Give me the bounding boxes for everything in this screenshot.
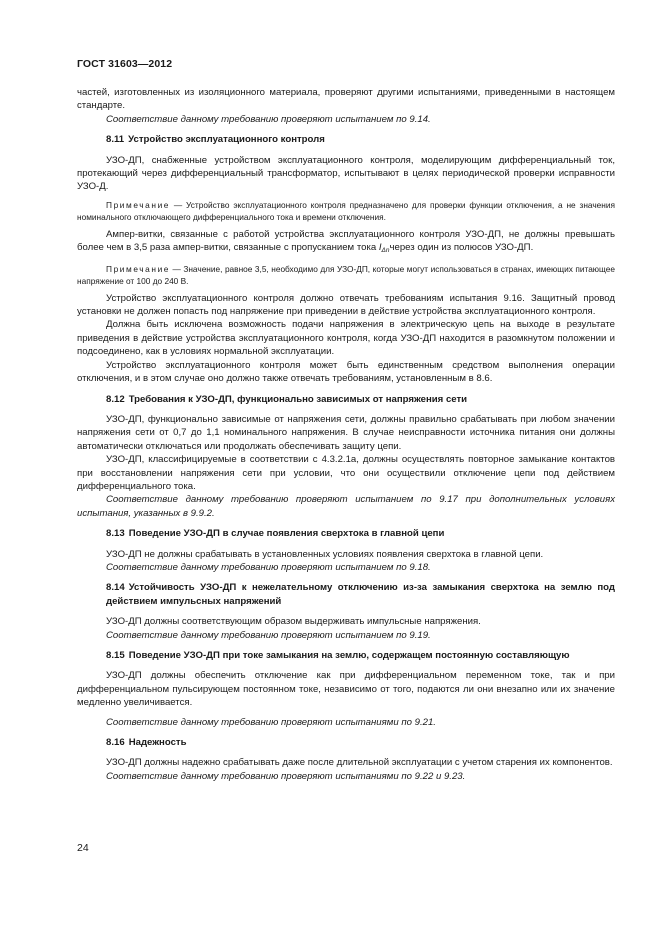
section-heading-8-13: 8.13 Поведение УЗО-ДП в случае появления сверхтока в главной цепи bbox=[106, 528, 445, 540]
paragraph: УЗО-ДП не должны срабатывать в установленных условиях появления сверхтока в главной цепи. bbox=[106, 548, 544, 560]
section-heading-8-12: 8.12 Требования к УЗО-ДП, функционально зависимых от напряжения сети bbox=[106, 393, 468, 405]
note: Примечание — Устройство эксплуатационного контроля предназначено для проверки функции отключения, а не значения номинального отключающего дифференциального тока и времени отключения. bbox=[77, 199, 615, 222]
paragraph: УЗО-ДП должны соответствующим образом выдерживать импульсные напряжения. bbox=[106, 616, 481, 628]
section-heading-8-16: 8.16 Надежность bbox=[106, 737, 187, 749]
paragraph: УЗО-ДП должны надежно срабатывать даже после длительной эксплуатации с учетом старения их компонентов. bbox=[106, 757, 613, 769]
paragraph: Ампер-витки, связанные с работой устройства эксплуатационного контроля УЗО-ДП, не должны превышать более чем в 3,5 раза ампер-витки, связанные с пропусканием тока $I_{\Delta n}через$ один из полюсов УЗО-ДП. bbox=[77, 228, 615, 255]
paragraph: частей, изготовленных из изоляционного материала, проверяют другими испытаниями, приведенными в настоящем стандарте. bbox=[77, 87, 615, 112]
compliance-note: Соответствие данному требованию проверяют испытаниями по 9.21. bbox=[106, 716, 436, 728]
paragraph: УЗО-ДП, функционально зависимые от напряжения сети, должны правильно срабатывать при любом значении напряжения сети от 0,7 до 1,1 номинального напряжения. В случае неисправности источника питания они должны автоматически отключаться или продолжать обеспечивать защиту цепи. bbox=[77, 413, 615, 452]
paragraph: Должна быть исключена возможность подачи напряжения в электрическую цепь на выходе в результате приведения в действие устройства эксплуатационного контроля, когда УЗО-ДП находится в разомкнутом положении и подсоединено, как в условиях нормальной эксплуатации. bbox=[77, 319, 615, 358]
paragraph: Устройство эксплуатационного контроля должно отвечать требованиям испытания 9.16. Защитный провод установки не должен попасть под напряжение при приведении в действие устройства эксплуатационного контроля. bbox=[77, 292, 615, 318]
paragraph: УЗО-ДП должны обеспечить отключение как при дифференциальном переменном токе, так и при дифференциальном пульсирующем постоянном токе, независимо от того, подаются ли они внезапно или их значение медленно увеличивается. bbox=[77, 670, 615, 709]
document-body bbox=[77, 86, 615, 783]
note: Примечание — Значение, равное 3,5, необходимо для УЗО-ДП, которые могут использоваться в странах, имеющих питающее напряжение от 100 до 240 В. bbox=[77, 263, 615, 286]
compliance-note: Соответствие данному требованию проверяют испытанием по 9.14. bbox=[106, 113, 431, 125]
section-heading-8-14: 8.14 Устойчивость УЗО-ДП к нежелательному отключению из-за замыкания сверхтока на землю под действием импульсных напряжений bbox=[106, 582, 615, 607]
compliance-note: Соответствие данному требованию проверяют испытанием по 9.19. bbox=[106, 629, 431, 641]
compliance-note: Соответствие данному требованию проверяют испытанием по 9.18. bbox=[106, 561, 431, 573]
section-heading-8-15: 8.15 Поведение УЗО-ДП при токе замыкания на землю, содержащем постоянную составляющую bbox=[106, 650, 570, 661]
section-heading-8-11: 8.11 Устройство эксплуатационного контроля bbox=[106, 134, 325, 146]
page-number: 24 bbox=[77, 842, 89, 854]
paragraph: Устройство эксплуатационного контроля может быть единственным средством выполнения операции отключения, и в этом случае оно должно также отвечать требованиям, установленным в 8.6. bbox=[77, 359, 615, 385]
paragraph: УЗО-ДП, снабженные устройством эксплуатационного контроля, моделирующим дифференциальный ток, протекающий через дифференциальный трансформатор, испытывают в целях периодической проверки исправности УЗО-Д. bbox=[77, 154, 615, 193]
document-header: ГОСТ 31603—2012 bbox=[77, 58, 173, 70]
compliance-note: Соответствие данному требованию проверяют испытанием по 9.17 при дополнительных условиях испытания, указанных в 9.9.2. bbox=[77, 494, 615, 519]
paragraph: УЗО-ДП, классифицируемые в соответствии с 4.3.2.1а, должны осуществлять повторное замыкание контактов при восстановлении напряжения сети при условии, что они осуществили отключение цепи под действием дифференциального тока. bbox=[77, 454, 615, 492]
compliance-note: Соответствие данному требованию проверяют испытаниями по 9.22 и 9.23. bbox=[106, 770, 466, 782]
